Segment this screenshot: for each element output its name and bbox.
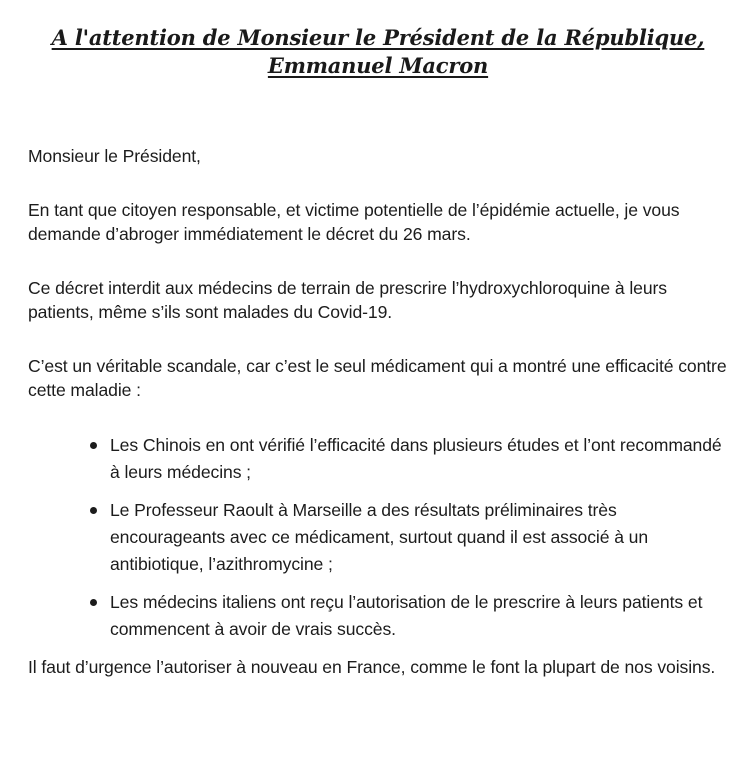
salutation: Monsieur le Président, (28, 146, 201, 166)
evidence-list (28, 432, 728, 643)
list-item (110, 589, 728, 643)
paragraph-closing: Il faut d’urgence l’autoriser à nouveau en France, comme le font la plupart de nos voisins. (28, 657, 716, 677)
list-item-text: Le Professeur Raoult à Marseille a des résultats préliminaires très encourageants avec ce médicament, surtout quand il est associé à un antibiotique, l’azithromycine ; (110, 500, 649, 574)
paragraph-request: En tant que citoyen responsable, et victime potentielle de l’épidémie actuelle, je vous demande d’abroger immédiatement le décret du 26 mars. (28, 200, 680, 244)
bullet-icon (90, 599, 97, 606)
paragraph-decree: Ce décret interdit aux médecins de terrain de prescrire l’hydroxychloroquine à leurs patients, même s’ils sont malades du Covid-19. (28, 278, 667, 322)
list-item (110, 432, 728, 486)
letter-title: A l'attention de Monsieur le Président de la République, Emmanuel Macron (51, 25, 705, 78)
bullet-icon (90, 507, 97, 514)
paragraph-scandal: C’est un véritable scandale, car c’est le seul médicament qui a montré une efficacité contre cette maladie : (28, 356, 727, 400)
bullet-icon (90, 442, 97, 449)
list-item-text: Les médecins italiens ont reçu l’autorisation de le prescrire à leurs patients et commencent à avoir de vrais succès. (110, 592, 703, 639)
list-item-text: Les Chinois en ont vérifié l’efficacité dans plusieurs études et l’ont recommandé à leurs médecins ; (110, 435, 722, 482)
list-item (110, 497, 728, 578)
letter-document (28, 24, 728, 679)
